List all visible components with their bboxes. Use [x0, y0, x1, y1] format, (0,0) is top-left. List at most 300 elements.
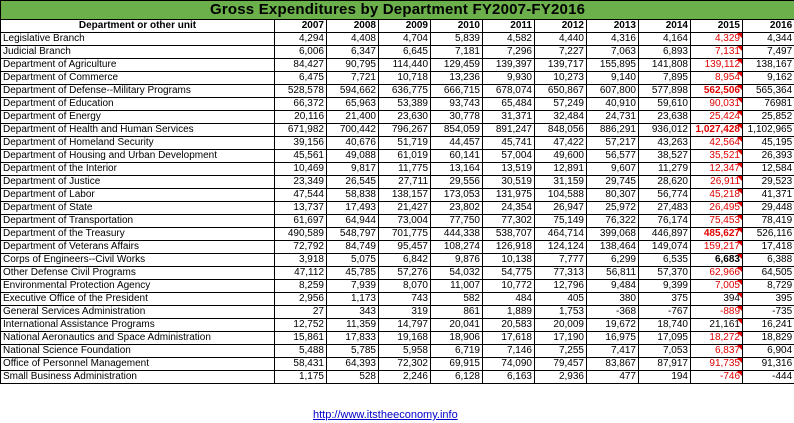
cell-2007: 671,982 [275, 124, 327, 137]
table-row [1, 176, 794, 189]
cell-2013: 4,316 [587, 33, 639, 46]
row-label: Department of the Treasury [1, 228, 275, 241]
row-label: General Services Administration [1, 306, 275, 319]
cell-2016: 12,584 [743, 163, 794, 176]
cell-2015: 4,329 [691, 33, 743, 46]
cell-2016: 7,497 [743, 46, 794, 59]
row-label: Department of Transportation [1, 215, 275, 228]
cell-2009: 19,168 [379, 332, 431, 345]
row-label: Judicial Branch [1, 46, 275, 59]
cell-2013: 477 [587, 371, 639, 384]
row-label: Department of Education [1, 98, 275, 111]
cell-2015: 91,735 [691, 358, 743, 371]
table-row [1, 319, 794, 332]
cell-2007: 45,561 [275, 150, 327, 163]
cell-2016: 45,195 [743, 137, 794, 150]
cell-2013: 9,607 [587, 163, 639, 176]
cell-2016: 8,729 [743, 280, 794, 293]
table-row [1, 98, 794, 111]
cell-2009: 51,719 [379, 137, 431, 150]
cell-2011: 10,138 [483, 254, 535, 267]
cell-2015: 562,506 [691, 85, 743, 98]
cell-2016: 76981 [743, 98, 794, 111]
cell-2011: 10,772 [483, 280, 535, 293]
cell-2008: 90,795 [327, 59, 379, 72]
row-label: Department of Energy [1, 111, 275, 124]
table-row [1, 241, 794, 254]
cell-2009: 743 [379, 293, 431, 306]
cell-2013: 886,291 [587, 124, 639, 137]
cell-2013: 380 [587, 293, 639, 306]
row-label: Department of Labor [1, 189, 275, 202]
cell-2012: 75,149 [535, 215, 587, 228]
table-row [1, 33, 794, 46]
cell-2016: -735 [743, 306, 794, 319]
cell-2013: 40,910 [587, 98, 639, 111]
cell-2010: 5,839 [431, 33, 483, 46]
cell-2010: 6,719 [431, 345, 483, 358]
cell-2014: 27,483 [639, 202, 691, 215]
table-row [1, 228, 794, 241]
header-year-2013: 2013 [587, 20, 639, 33]
cell-2010: 69,915 [431, 358, 483, 371]
header-year-2009: 2009 [379, 20, 431, 33]
cell-2009: 8,070 [379, 280, 431, 293]
header-year-2015: 2015 [691, 20, 743, 33]
cell-2007: 13,737 [275, 202, 327, 215]
cell-2011: 1,889 [483, 306, 535, 319]
cell-2014: 28,620 [639, 176, 691, 189]
cell-2008: 9,817 [327, 163, 379, 176]
cell-2012: 104,588 [535, 189, 587, 202]
cell-2010: 77,750 [431, 215, 483, 228]
cell-2013: 25,972 [587, 202, 639, 215]
cell-2012: 405 [535, 293, 587, 306]
cell-2008: 7,939 [327, 280, 379, 293]
header-year-2007: 2007 [275, 20, 327, 33]
cell-2012: 12,891 [535, 163, 587, 176]
cell-2009: 636,775 [379, 85, 431, 98]
cell-2015: 75,453 [691, 215, 743, 228]
cell-2008: 21,400 [327, 111, 379, 124]
cell-2014: 17,095 [639, 332, 691, 345]
cell-2009: 61,019 [379, 150, 431, 163]
cell-2010: 854,059 [431, 124, 483, 137]
cell-2015: 394 [691, 293, 743, 306]
cell-2008: 64,944 [327, 215, 379, 228]
cell-2015: 7,131 [691, 46, 743, 59]
cell-2016: 9,162 [743, 72, 794, 85]
table-row [1, 371, 794, 384]
cell-2012: 7,255 [535, 345, 587, 358]
cell-2015: 18,272 [691, 332, 743, 345]
row-label: Department of Agriculture [1, 59, 275, 72]
cell-2015: 1,027,428 [691, 124, 743, 137]
row-label: National Science Foundation [1, 345, 275, 358]
cell-2007: 47,112 [275, 267, 327, 280]
cell-2014: 9,399 [639, 280, 691, 293]
cell-2014: 6,893 [639, 46, 691, 59]
table-row [1, 59, 794, 72]
cell-2008: 700,442 [327, 124, 379, 137]
table-row [1, 163, 794, 176]
cell-2008: 5,075 [327, 254, 379, 267]
cell-2008: 7,721 [327, 72, 379, 85]
cell-2015: 485,627 [691, 228, 743, 241]
cell-2012: 26,947 [535, 202, 587, 215]
table-row [1, 358, 794, 371]
cell-2014: 936,012 [639, 124, 691, 137]
cell-2016: 41,371 [743, 189, 794, 202]
cell-2012: 20,009 [535, 319, 587, 332]
cell-2008: 4,408 [327, 33, 379, 46]
cell-2011: 45,741 [483, 137, 535, 150]
cell-2016: 6,388 [743, 254, 794, 267]
header-department: Department or other unit [1, 20, 275, 33]
cell-2008: 6,347 [327, 46, 379, 59]
cell-2007: 6,006 [275, 46, 327, 59]
cell-2012: 464,714 [535, 228, 587, 241]
cell-2008: 594,662 [327, 85, 379, 98]
row-label: Office of Personnel Management [1, 358, 275, 371]
cell-2009: 27,711 [379, 176, 431, 189]
row-label: Department of the Interior [1, 163, 275, 176]
cell-2013: -368 [587, 306, 639, 319]
cell-2008: 5,785 [327, 345, 379, 358]
cell-2014: 56,774 [639, 189, 691, 202]
cell-2011: 30,519 [483, 176, 535, 189]
row-label: Department of Housing and Urban Development [1, 150, 275, 163]
cell-2008: 84,749 [327, 241, 379, 254]
cell-2009: 53,389 [379, 98, 431, 111]
cell-2012: 17,190 [535, 332, 587, 345]
cell-2011: 31,371 [483, 111, 535, 124]
cell-2011: 65,484 [483, 98, 535, 111]
cell-2009: 2,246 [379, 371, 431, 384]
cell-2009: 5,958 [379, 345, 431, 358]
row-label: Legislative Branch [1, 33, 275, 46]
cell-2015: 26,911 [691, 176, 743, 189]
cell-2012: 139,717 [535, 59, 587, 72]
row-label: Department of Justice [1, 176, 275, 189]
cell-2016: 395 [743, 293, 794, 306]
cell-2007: 8,259 [275, 280, 327, 293]
cell-2011: 7,296 [483, 46, 535, 59]
cell-2007: 528,578 [275, 85, 327, 98]
row-label: Department of Health and Human Services [1, 124, 275, 137]
table-row [1, 85, 794, 98]
cell-2014: 149,074 [639, 241, 691, 254]
table-row [1, 332, 794, 345]
cell-2016: 29,448 [743, 202, 794, 215]
cell-2015: 62,966 [691, 267, 743, 280]
cell-2008: 58,838 [327, 189, 379, 202]
row-label: Department of Homeland Security [1, 137, 275, 150]
header-year-2016: 2016 [743, 20, 794, 33]
cell-2013: 399,068 [587, 228, 639, 241]
cell-2014: 59,610 [639, 98, 691, 111]
cell-2008: 343 [327, 306, 379, 319]
cell-2012: 12,796 [535, 280, 587, 293]
cell-2009: 21,427 [379, 202, 431, 215]
cell-2015: 90,031 [691, 98, 743, 111]
cell-2010: 7,181 [431, 46, 483, 59]
cell-2015: 25,424 [691, 111, 743, 124]
cell-2014: 7,053 [639, 345, 691, 358]
cell-2007: 84,427 [275, 59, 327, 72]
cell-2009: 4,704 [379, 33, 431, 46]
cell-2011: 131,975 [483, 189, 535, 202]
table-row [1, 280, 794, 293]
table-row [1, 72, 794, 85]
cell-2007: 1,175 [275, 371, 327, 384]
cell-2014: 23,638 [639, 111, 691, 124]
cell-2014: 194 [639, 371, 691, 384]
website-link[interactable]: http://www.itstheeconomy.info [313, 409, 458, 421]
cell-2007: 72,792 [275, 241, 327, 254]
cell-2015: 45,218 [691, 189, 743, 202]
cell-2011: 57,004 [483, 150, 535, 163]
cell-2009: 95,457 [379, 241, 431, 254]
cell-2008: 65,963 [327, 98, 379, 111]
cell-2010: 44,457 [431, 137, 483, 150]
cell-2013: 16,975 [587, 332, 639, 345]
row-label: Environmental Protection Agency [1, 280, 275, 293]
cell-2010: 108,274 [431, 241, 483, 254]
cell-2015: 21,161 [691, 319, 743, 332]
cell-2011: 24,354 [483, 202, 535, 215]
cell-2014: 43,263 [639, 137, 691, 150]
cell-2014: 18,740 [639, 319, 691, 332]
cell-2012: 57,249 [535, 98, 587, 111]
row-label: Small Business Administration [1, 371, 275, 384]
cell-2010: 54,032 [431, 267, 483, 280]
cell-2011: 77,302 [483, 215, 535, 228]
cell-2009: 73,004 [379, 215, 431, 228]
cell-2014: 11,279 [639, 163, 691, 176]
cell-2012: 650,867 [535, 85, 587, 98]
cell-2009: 6,645 [379, 46, 431, 59]
cell-2012: 7,227 [535, 46, 587, 59]
cell-2007: 15,861 [275, 332, 327, 345]
cell-2007: 61,697 [275, 215, 327, 228]
cell-2013: 19,672 [587, 319, 639, 332]
cell-2010: 60,141 [431, 150, 483, 163]
cell-2011: 54,775 [483, 267, 535, 280]
cell-2011: 13,519 [483, 163, 535, 176]
row-label: Department of State [1, 202, 275, 215]
cell-2016: -444 [743, 371, 794, 384]
cell-2007: 490,589 [275, 228, 327, 241]
table-row [1, 345, 794, 358]
cell-2014: 6,535 [639, 254, 691, 267]
cell-2015: 139,112 [691, 59, 743, 72]
cell-2015: 35,521 [691, 150, 743, 163]
cell-2015: 8,954 [691, 72, 743, 85]
cell-2007: 12,752 [275, 319, 327, 332]
cell-2011: 891,247 [483, 124, 535, 137]
cell-2009: 11,775 [379, 163, 431, 176]
cell-2011: 6,163 [483, 371, 535, 384]
cell-2009: 701,775 [379, 228, 431, 241]
cell-2007: 39,156 [275, 137, 327, 150]
cell-2011: 678,074 [483, 85, 535, 98]
cell-2011: 4,582 [483, 33, 535, 46]
row-label: Corps of Engineers--Civil Works [1, 254, 275, 267]
header-row [1, 20, 794, 33]
cell-2009: 138,157 [379, 189, 431, 202]
cell-2007: 6,475 [275, 72, 327, 85]
cell-2010: 18,906 [431, 332, 483, 345]
cell-2012: 2,936 [535, 371, 587, 384]
table-row [1, 189, 794, 202]
cell-2012: 47,422 [535, 137, 587, 150]
cell-2010: 13,164 [431, 163, 483, 176]
cell-2008: 45,785 [327, 267, 379, 280]
cell-2007: 10,469 [275, 163, 327, 176]
cell-2011: 139,397 [483, 59, 535, 72]
cell-2012: 124,124 [535, 241, 587, 254]
table-row [1, 293, 794, 306]
cell-2010: 11,007 [431, 280, 483, 293]
cell-2010: 173,053 [431, 189, 483, 202]
cell-2009: 796,267 [379, 124, 431, 137]
cell-2008: 17,833 [327, 332, 379, 345]
row-label: National Aeronautics and Space Administration [1, 332, 275, 345]
cell-2013: 24,731 [587, 111, 639, 124]
cell-2010: 444,338 [431, 228, 483, 241]
header-year-2014: 2014 [639, 20, 691, 33]
cell-2010: 861 [431, 306, 483, 319]
cell-2010: 23,802 [431, 202, 483, 215]
cell-2013: 76,322 [587, 215, 639, 228]
cell-2007: 2,956 [275, 293, 327, 306]
cell-2009: 10,718 [379, 72, 431, 85]
cell-2010: 6,128 [431, 371, 483, 384]
cell-2014: 446,897 [639, 228, 691, 241]
cell-2014: 76,174 [639, 215, 691, 228]
cell-2016: 138,167 [743, 59, 794, 72]
cell-2011: 17,618 [483, 332, 535, 345]
cell-2007: 47,544 [275, 189, 327, 202]
cell-2007: 20,116 [275, 111, 327, 124]
cell-2009: 23,630 [379, 111, 431, 124]
header-year-2010: 2010 [431, 20, 483, 33]
cell-2013: 155,895 [587, 59, 639, 72]
cell-2012: 1,753 [535, 306, 587, 319]
cell-2015: 42,564 [691, 137, 743, 150]
cell-2015: 26,495 [691, 202, 743, 215]
cell-2013: 56,811 [587, 267, 639, 280]
table-row [1, 202, 794, 215]
cell-2011: 126,918 [483, 241, 535, 254]
cell-2016: 91,316 [743, 358, 794, 371]
cell-2010: 20,041 [431, 319, 483, 332]
cell-2009: 319 [379, 306, 431, 319]
cell-2012: 848,056 [535, 124, 587, 137]
cell-2008: 548,797 [327, 228, 379, 241]
cell-2014: -767 [639, 306, 691, 319]
cell-2011: 20,583 [483, 319, 535, 332]
cell-2016: 6,904 [743, 345, 794, 358]
cell-2011: 538,707 [483, 228, 535, 241]
cell-2007: 3,918 [275, 254, 327, 267]
cell-2015: 7,005 [691, 280, 743, 293]
table-row [1, 306, 794, 319]
cell-2015: 159,217 [691, 241, 743, 254]
cell-2011: 9,930 [483, 72, 535, 85]
cell-2014: 577,898 [639, 85, 691, 98]
cell-2012: 10,273 [535, 72, 587, 85]
cell-2016: 18,829 [743, 332, 794, 345]
cell-2010: 129,459 [431, 59, 483, 72]
cell-2013: 56,577 [587, 150, 639, 163]
row-label: Department of Commerce [1, 72, 275, 85]
cell-2009: 6,842 [379, 254, 431, 267]
cell-2008: 17,493 [327, 202, 379, 215]
cell-2016: 17,418 [743, 241, 794, 254]
cell-2013: 83,867 [587, 358, 639, 371]
cell-2015: 12,347 [691, 163, 743, 176]
cell-2015: 6,683 [691, 254, 743, 267]
cell-2010: 666,715 [431, 85, 483, 98]
cell-2009: 57,276 [379, 267, 431, 280]
cell-2013: 80,307 [587, 189, 639, 202]
cell-2008: 26,545 [327, 176, 379, 189]
table-row [1, 46, 794, 59]
cell-2016: 29,523 [743, 176, 794, 189]
header-year-2008: 2008 [327, 20, 379, 33]
cell-2008: 11,359 [327, 319, 379, 332]
cell-2016: 25,852 [743, 111, 794, 124]
cell-2016: 26,393 [743, 150, 794, 163]
cell-2008: 528 [327, 371, 379, 384]
cell-2008: 1,173 [327, 293, 379, 306]
cell-2016: 565,364 [743, 85, 794, 98]
row-label: Department of Veterans Affairs [1, 241, 275, 254]
cell-2016: 78,419 [743, 215, 794, 228]
cell-2012: 49,600 [535, 150, 587, 163]
cell-2007: 23,349 [275, 176, 327, 189]
cell-2007: 27 [275, 306, 327, 319]
table-row [1, 267, 794, 280]
cell-2010: 582 [431, 293, 483, 306]
cell-2015: -889 [691, 306, 743, 319]
cell-2014: 38,527 [639, 150, 691, 163]
cell-2013: 138,464 [587, 241, 639, 254]
cell-2013: 9,484 [587, 280, 639, 293]
table-row [1, 215, 794, 228]
row-label: Executive Office of the President [1, 293, 275, 306]
cell-2008: 49,088 [327, 150, 379, 163]
cell-2013: 7,417 [587, 345, 639, 358]
cell-2014: 57,370 [639, 267, 691, 280]
table-title: Gross Expenditures by Department FY2007-FY2016 [1, 1, 794, 20]
cell-2012: 31,159 [535, 176, 587, 189]
cell-2011: 484 [483, 293, 535, 306]
header-year-2012: 2012 [535, 20, 587, 33]
cell-2013: 607,800 [587, 85, 639, 98]
cell-2009: 72,302 [379, 358, 431, 371]
cell-2008: 40,676 [327, 137, 379, 150]
cell-2007: 58,431 [275, 358, 327, 371]
cell-2013: 6,299 [587, 254, 639, 267]
cell-2008: 64,393 [327, 358, 379, 371]
cell-2009: 14,797 [379, 319, 431, 332]
cell-2013: 29,745 [587, 176, 639, 189]
cell-2010: 93,743 [431, 98, 483, 111]
cell-2016: 526,116 [743, 228, 794, 241]
